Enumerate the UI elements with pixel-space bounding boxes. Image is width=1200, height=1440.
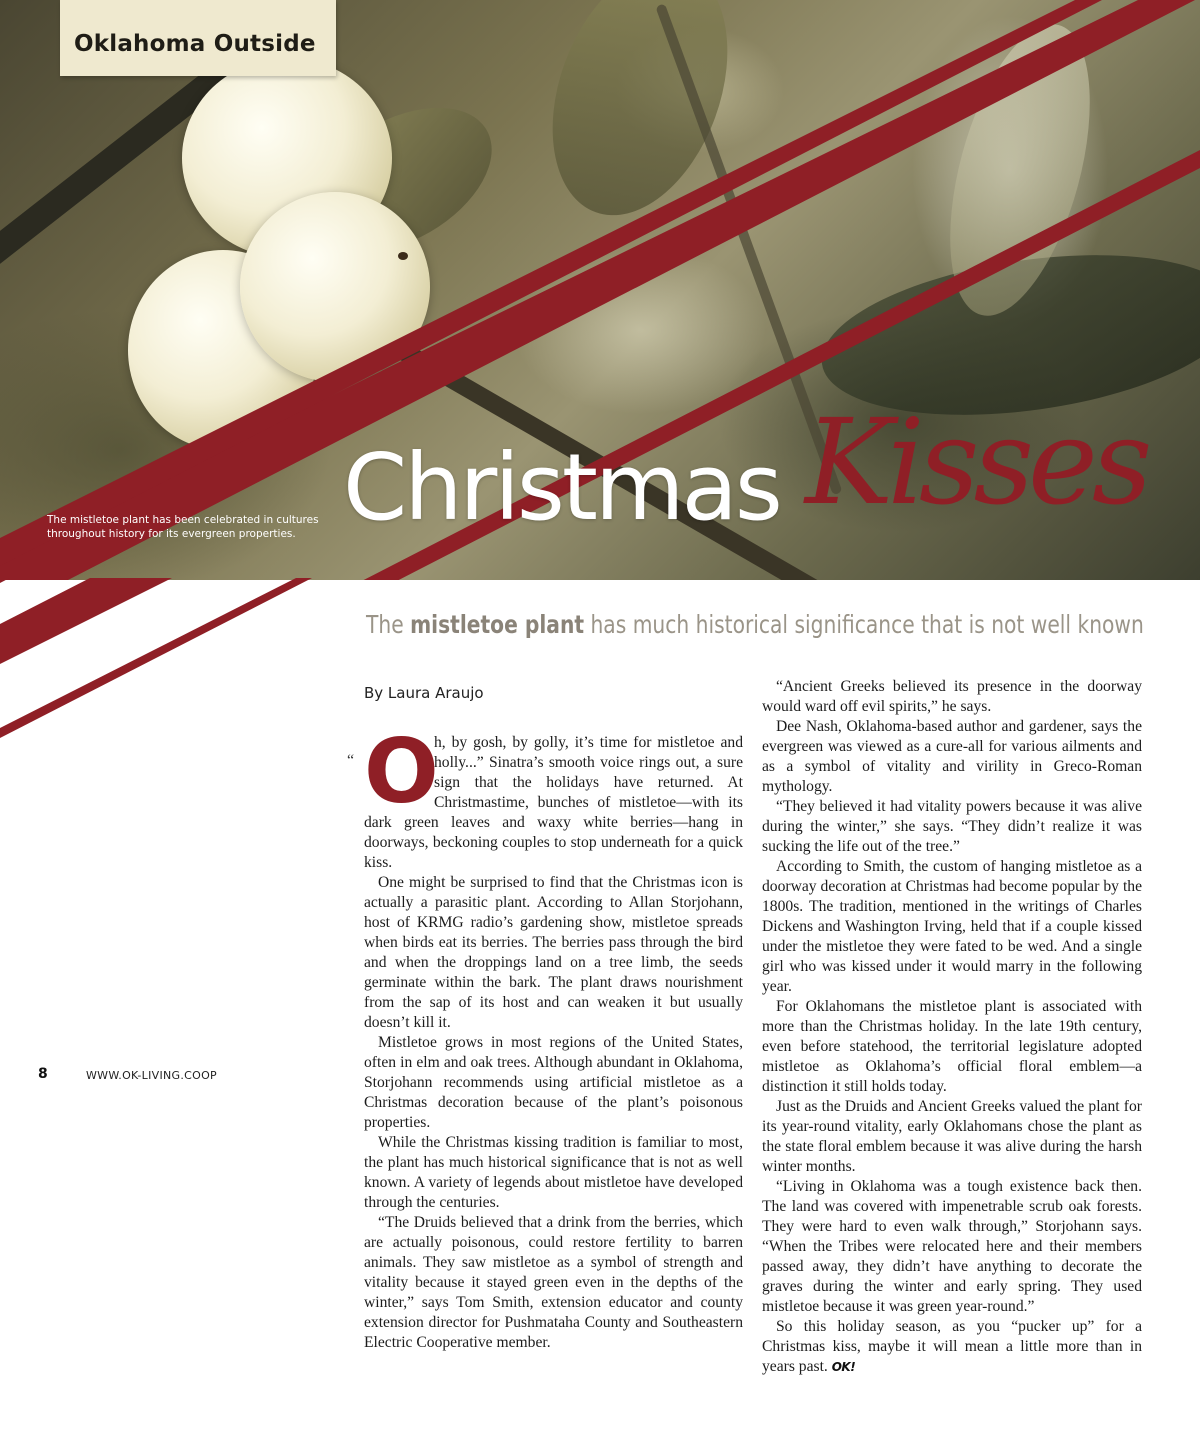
paragraph: For Oklahomans the mistletoe plant is associated with more than the Christmas holiday. In the late 19th century, even before statehood, the territorial legislature adopted mistletoe as Oklahoma’s official floral emblem—a distinction it still holds today. [762, 998, 1142, 1095]
paragraph: “The Druids believed that a drink from the berries, which are actually poisonous, could restore fertility to barren animals. They saw mistletoe as a symbol of strength and vitality because it stayed green even in the depths of the winter,” says Tom Smith, extension educator and county extension director for Pushmataha County and Southeastern Electric Cooperative member. [364, 1214, 743, 1351]
deck-text: has much historical significance that is not well known [584, 610, 1144, 639]
paragraph: Mistletoe grows in most regions of the United States, often in elm and oak trees. Although abundant in Oklahoma, Storjohann recommends using artificial mistletoe as a Christmas decoration because of the plant’s poisonous properties. [364, 1034, 743, 1131]
paragraph: One might be surprised to find that the Christmas icon is actually a parasitic plant. According to Allan Storjohann, host of KRMG radio’s gardening show, mistletoe spreads when birds eat its berries. The berries pass through the bird and when the droppings land on a tree limb, the seeds germinate within the bark. The plant draws nourishment from the sap of its host and can weaken it but usually doesn’t kill it. [364, 874, 743, 1031]
deck-emphasis: mistletoe plant [410, 610, 585, 639]
hero-photo [0, 0, 1200, 580]
paragraph: According to Smith, the custom of hanging mistletoe as a doorway decoration at Christmas had become popular by the 1800s. The tradition, mentioned in the writings of Charles Dickens and Washington Irving, held that if a couple kissed under the mistletoe they were fated to be wed. And a single girl who was kissed under it would marry in the following year. [762, 858, 1142, 995]
open-quote: “ [347, 752, 355, 769]
paragraph: “They believed it had vitality powers because it was alive during the winter,” she says. “They didn’t realize it was sucking the life out of the tree.” [762, 798, 1142, 855]
paragraph: “Living in Oklahoma was a tough existence back then. The land was covered with impenetrable scrub oak forests. They were hard to even walk through,” Storjohann says. “When the Tribes were relocated here and their members passed away, they didn’t have anything to decorate the graves during the winter and early spring. They used mistletoe because it was green year-round.” [762, 1178, 1142, 1315]
ok-living-logo-icon: OK! [831, 1360, 856, 1374]
paragraph [364, 720, 743, 873]
paragraph-text: h, by gosh, by golly, it’s time for mistletoe and holly...” Sinatra’s smooth voice rings out, a sure sign that the holidays have returned. At Christmastime, bunches of mistletoe—with its dark green leaves and waxy white berries—hang in doorways, beckoning couples to stop underneath for a quick kiss. [364, 734, 743, 871]
article-deck [366, 610, 1144, 639]
stripe [0, 578, 48, 583]
deck-text: The [366, 610, 411, 639]
section-label: Oklahoma Outside [74, 31, 316, 57]
photo-caption: The mistletoe plant has been celebrated in cultures throughout history for its evergreen properties. [47, 514, 319, 540]
paragraph-text: So this holiday season, as you “pucker up” for a Christmas kiss, maybe it will mean a little more than in years past. [762, 1318, 1142, 1375]
page-number: 8 [38, 1066, 48, 1082]
paragraph [762, 1317, 1142, 1377]
drop-cap: O [364, 720, 439, 823]
headline-main: Christmas [343, 434, 780, 541]
paragraph: “Ancient Greeks believed its presence in the doorway would ward off evil spirits,” he says. [762, 678, 1142, 715]
footer-url: WWW.OK-LIVING.COOP [86, 1069, 217, 1082]
byline: By Laura Araujo [364, 684, 484, 702]
paragraph: Just as the Druids and Ancient Greeks valued the plant for its year-round vitality, early Oklahomans chose the plant as the state floral emblem because it was alive during the harsh winter months. [762, 1098, 1142, 1175]
article-column-right [762, 677, 1142, 1377]
paragraph: While the Christmas kissing tradition is familiar to most, the plant has much historical significance that is not as well known. A variety of legends about mistletoe have developed through the centuries. [364, 1134, 743, 1211]
article-column-left [364, 720, 743, 1353]
headline-accent: Kisses [805, 393, 1147, 531]
section-tag [60, 0, 336, 76]
paragraph: Dee Nash, Oklahoma-based author and gardener, says the evergreen was viewed as a cure-all for various ailments and as a symbol of vitality and virility in Greco-Roman mythology. [762, 718, 1142, 795]
